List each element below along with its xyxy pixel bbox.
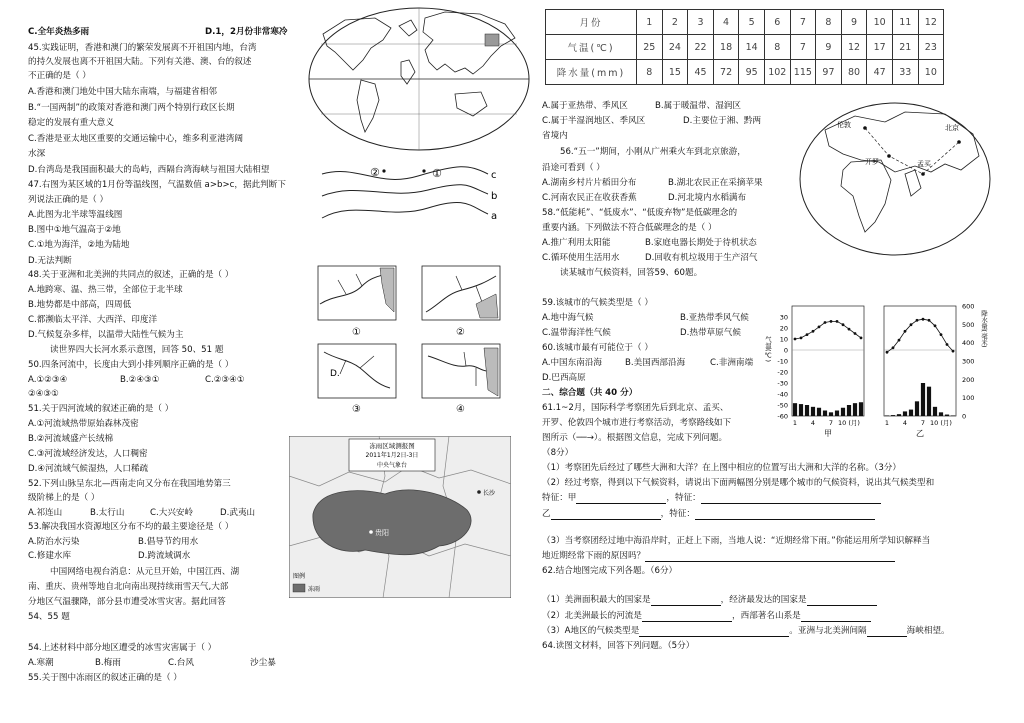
q61-answer-jia — [542, 493, 881, 504]
river-2 — [422, 266, 500, 320]
q61-line: 图所示（──→）。根据图文信息，完成下列问题。 — [542, 433, 728, 443]
temperature-point — [800, 337, 803, 340]
table-cell: 11 — [892, 10, 918, 35]
q50-option-b: B.②④③① — [120, 375, 160, 385]
city-changsha: 长沙 — [483, 490, 496, 497]
temperature-point — [824, 321, 827, 324]
london-marker — [863, 126, 867, 130]
temp-tick-label: 30 — [779, 313, 788, 322]
q64-line: 64.读图文材料，回答下列问题。（5分） — [542, 641, 695, 651]
q44-option-d: D.1，2月份非常寒冷 — [205, 27, 288, 37]
river-label-2: ② — [456, 327, 465, 338]
q62-part-2 — [542, 611, 871, 622]
rain-tick-label: 500 — [962, 320, 975, 329]
q56-option-d: D.河北境内水稻满布 — [668, 193, 747, 203]
q50-option-d: ②④③① — [28, 389, 59, 399]
q52-option-d: D.武夷山 — [220, 508, 256, 518]
q62-part-2-text: （2）北美洲最长的河流是 — [542, 611, 642, 621]
table-cell: 12 — [918, 10, 944, 35]
route-globe-map — [795, 100, 995, 258]
q61-part-3: （3）当考察团经过地中海沿岸时，正赶上下雨，当地人说：“近期经常下雨。”你能运用所学知识解释当 — [542, 536, 931, 546]
temperature-point — [892, 346, 895, 349]
q53-line: 53.解决我国水资源地区分布不均的最主要途径是（ ） — [28, 522, 234, 532]
ice-map-title-1: 冻雨区域测报图 — [369, 442, 415, 450]
temp-tick-label: -20 — [777, 368, 788, 377]
table-cell: 2 — [662, 10, 688, 35]
temperature-point — [806, 333, 809, 336]
q52-line: 52.下列山脉呈东北—西南走向又分布在我国地势第三 — [28, 479, 231, 489]
table-cell: 3 — [688, 10, 714, 35]
x-tick-label: 4 — [810, 419, 816, 427]
temperature-point — [848, 328, 851, 331]
temp-tick-label: 0 — [783, 346, 788, 355]
q47-option-a: A.此图为北半球等温线图 — [28, 210, 123, 220]
answer-blank-q62-1a[interactable] — [651, 596, 721, 606]
table-cell: 4 — [713, 10, 739, 35]
q48-option-a: A.地跨寒、温、热三带，全部位于北半球 — [28, 285, 183, 295]
precip-bar — [829, 412, 833, 416]
isotherm-label-b: b — [491, 191, 498, 202]
q58-line: 58.“低能耗”、“低废水”、“低废弃物”是低碳理念的 — [542, 208, 738, 218]
q45-line: 45.实践证明，香港和澳门的繁荣发展离不开祖国内地，台湾 — [28, 43, 257, 53]
q62-part-1 — [542, 595, 877, 606]
temperature-point — [830, 320, 833, 323]
answer-label-feature: ，特征： — [666, 493, 701, 503]
q62-part-3-text-c: 海峡相望。 — [906, 626, 950, 636]
table-cell: 12 — [841, 35, 867, 60]
q45-option-a: A.香港和澳门地处中国大陆东南端，与福建省相邻 — [28, 87, 217, 97]
q55-line: 55.关于图中冻雨区的叙述正确的是（ ） — [28, 673, 182, 683]
q53-option-c: C.修建水库 — [28, 551, 72, 561]
chart-caption: 甲 — [824, 429, 832, 438]
river-letter-d: D. — [330, 369, 340, 379]
city-mumbai: 孟买 — [917, 160, 931, 168]
rain-axis-title: 降水量(毫米) — [980, 310, 988, 348]
q55-option-b: B.属于暖温带、湿润区 — [655, 101, 741, 111]
city-cairo: 开罗 — [865, 158, 879, 166]
table-cell: 7 — [790, 35, 816, 60]
temperature-point — [928, 319, 931, 322]
q47-option-d: D.无法判断 — [28, 256, 72, 266]
temperature-point — [910, 323, 913, 326]
x-tick-label: 10 (月) — [930, 419, 952, 427]
temperature-point — [812, 330, 815, 333]
q48-option-d: D.气候复杂多样，以温带大陆性气候为主 — [28, 330, 184, 340]
precip-bar — [805, 405, 809, 416]
table-cell: 45 — [688, 60, 714, 85]
temperature-point — [794, 338, 797, 341]
precip-bar — [823, 411, 827, 417]
answer-blank-q62-3b[interactable] — [867, 627, 907, 637]
q55-option-d: D.主要位于湘、黔两 — [683, 116, 762, 126]
temp-axis-title: 气温(℃) — [764, 336, 772, 363]
temperature-point — [940, 333, 943, 336]
x-tick-label: 7 — [920, 419, 926, 427]
answer-blank-q62-3a[interactable] — [639, 627, 789, 637]
q61-line: 开罗、伦敦四个城市进行考察活动，考察路线如下 — [542, 418, 732, 428]
answer-label-yi: 乙 — [542, 509, 551, 519]
q52-option-a: A.祁连山 — [28, 508, 63, 518]
isotherm-label-1: ① — [432, 167, 442, 180]
intro-50-51: 读世界四大长河水系示意图，回答 50、51 题 — [50, 345, 224, 355]
q62-part-1-text: （1）美洲面积最大的国家是 — [542, 595, 651, 605]
river-label-4: ④ — [456, 404, 465, 415]
temperature-point — [886, 351, 889, 354]
legend-label: 图例 — [293, 573, 306, 580]
precip-bar — [933, 407, 937, 416]
q61-part-3-text: 地近期经常下雨的原因吗？ — [542, 551, 646, 561]
precip-bar — [885, 415, 889, 416]
q53-option-d: D.跨流域调水 — [138, 551, 191, 561]
q50-option-c: C.②③④① — [205, 375, 245, 385]
q61-part-1: （1）考察团先后经过了哪些大洲和大洋？在上图中相应的位置写出大洲和大洋的名称。（3分） — [542, 463, 901, 473]
isotherm-label-c: c — [491, 170, 497, 181]
temp-tick-label: 10 — [779, 335, 788, 344]
river-label-1: ① — [352, 327, 361, 338]
passage-54-line: 分地区气温骤降，部分县市遭受冰雪灾害。据此回答 — [28, 597, 226, 607]
passage-54-line: 中国网络电视台消息：从元旦开始，中国江西、湖 — [50, 567, 240, 577]
table-cell: 5 — [739, 10, 765, 35]
temperature-point — [934, 324, 937, 327]
q45-option-c-cont: 水深 — [28, 149, 46, 159]
chart-caption: 乙 — [916, 429, 924, 438]
table-cell: 72 — [713, 60, 739, 85]
table-cell: 17 — [867, 35, 893, 60]
city-london: 伦敦 — [837, 121, 851, 129]
ice-map-title-3: 中央气象台 — [376, 462, 408, 469]
table-cell: 14 — [739, 35, 765, 60]
q50-option-a: A.①②③④ — [28, 375, 68, 385]
table-cell: 9 — [816, 35, 842, 60]
rain-tick-label: 600 — [962, 302, 975, 311]
rain-tick-label: 400 — [962, 339, 975, 348]
precip-bar — [951, 415, 955, 416]
isotherm-label-a: a — [491, 211, 498, 222]
q48-option-b: B.地势都是中部高，四周低 — [28, 300, 132, 310]
answer-blank-jia-city[interactable] — [576, 494, 666, 504]
temperature-point — [952, 350, 955, 353]
answer-blank-q62-1b[interactable] — [807, 596, 877, 606]
table-cell: 33 — [892, 60, 918, 85]
table-cell: 115 — [790, 60, 816, 85]
answer-blank-yi-city[interactable] — [551, 510, 661, 520]
q54-option-d: 沙尘暴 — [250, 658, 276, 668]
q47-line: 47.右图为某区域的1月份等温线图，气温数值 a>b>c，据此判断下 — [28, 180, 286, 190]
q48-option-c: C.都濒临太平洋、大西洋、印度洋 — [28, 315, 158, 325]
q53-option-a: A.防治水污染 — [28, 537, 80, 547]
temperature-point — [836, 320, 839, 323]
river-systems-figure — [316, 264, 512, 416]
q58-option-b: B.家庭电器长期处于待机状态 — [645, 238, 757, 248]
q56-line: 沿途可看到（ ） — [542, 163, 605, 173]
table-cell: 47 — [867, 60, 893, 85]
climate-table — [545, 9, 944, 85]
precip-bar — [793, 403, 797, 416]
section-2-heading: 二、综合题（共 40 分） — [542, 388, 638, 398]
q54-option-a: A.寒潮 — [28, 658, 54, 668]
precip-bar — [927, 387, 931, 416]
q53-option-b: B.倡导节约用水 — [138, 537, 199, 547]
q61-answer-yi — [542, 509, 875, 520]
q56-option-c: C.河南农民正在收获香蕉 — [542, 193, 637, 203]
precip-bar — [841, 408, 845, 416]
q60-option-d: D.巴西高原 — [542, 373, 586, 383]
q48-line: 48.关于亚洲和北美洲的共同点的叙述，正确的是（ ） — [28, 270, 234, 280]
q52-line: 级阶梯上的是（ ） — [28, 493, 100, 503]
answer-blank-q62-2a[interactable] — [642, 612, 732, 622]
q52-option-b: B.太行山 — [90, 508, 125, 518]
x-tick-label: 4 — [902, 419, 908, 427]
precip-bar — [847, 405, 851, 416]
table-cell: 9 — [841, 10, 867, 35]
table-cell: 23 — [918, 35, 944, 60]
table-cell: 10 — [867, 10, 893, 35]
q59-option-a: A.地中海气候 — [542, 313, 594, 323]
rain-tick-label: 300 — [962, 357, 975, 366]
q55-option-a: A.属于亚热带、季风区 — [542, 101, 628, 111]
passage-54-line: 54、55 题 — [28, 612, 70, 622]
q60-option-a: A.中国东南沿海 — [542, 358, 603, 368]
answer-blank-yi-feature[interactable] — [695, 510, 875, 520]
table-row-temp — [546, 35, 944, 60]
climate-chart-yi — [884, 306, 956, 438]
q59-line: 59.该城市的气候类型是（ ） — [542, 298, 653, 308]
temp-tick-label: 20 — [779, 324, 788, 333]
q51-option-a: A.①河流域热带原始森林茂密 — [28, 419, 139, 429]
answer-blank-q61-3[interactable] — [645, 552, 895, 562]
temp-tick-label: -40 — [777, 390, 788, 399]
x-tick-label: 1 — [792, 419, 798, 427]
q58-option-a: A.推广利用太阳能 — [542, 238, 611, 248]
q62-part-2-text-b: ，西部著名山系是 — [732, 611, 801, 621]
answer-blank-jia-feature[interactable] — [701, 494, 881, 504]
table-cell: 24 — [662, 35, 688, 60]
table-cell: 10 — [918, 60, 944, 85]
q62-part-3-text-b: 。亚洲与北美洲间隔 — [789, 626, 867, 636]
temperature-point — [922, 318, 925, 321]
q47-option-b: B.图中①地气温高于②地 — [28, 225, 121, 235]
table-cell: 8 — [764, 35, 790, 60]
temp-tick-label: -50 — [777, 401, 788, 410]
precip-bar — [915, 401, 919, 416]
row-header-temp: 气温(℃) — [546, 35, 637, 60]
q62-part-3-text: （3）A地区的气候类型是 — [542, 626, 640, 636]
table-row-rain — [546, 60, 944, 85]
q45-option-b-cont: 稳定的发展有重大意义 — [28, 118, 114, 128]
q62-part-1-text-b: ，经济最发达的国家是 — [720, 595, 807, 605]
q58-option-c: C.循环使用生活用水 — [542, 253, 620, 263]
q55-option-c: C.属于半湿润地区、季风区 — [542, 116, 646, 126]
temperature-point — [854, 332, 857, 335]
q59-option-b: B.亚热带季风气候 — [680, 313, 749, 323]
legend-item: 冻雨 — [308, 586, 321, 593]
changsha-marker — [477, 490, 481, 494]
q45-line: 的持久发展也离不开祖国大陆。下列有关港、澳、台的叙述 — [28, 57, 252, 67]
q56-option-a: A.湖南乡村片片稻田分布 — [542, 178, 637, 188]
table-cell: 21 — [892, 35, 918, 60]
table-cell: 1 — [637, 10, 663, 35]
q60-option-b: B.美国西部沿海 — [625, 358, 686, 368]
table-cell: 18 — [713, 35, 739, 60]
point-1-marker — [422, 169, 425, 172]
table-cell: 15 — [662, 60, 688, 85]
passage-54-line: 南、重庆、贵州等地自北向南出现持续雨雪天气,大部 — [28, 582, 229, 592]
point-2-marker — [382, 169, 385, 172]
table-row-month — [546, 10, 944, 35]
q47-line: 列说法正确的是（ ） — [28, 195, 109, 205]
temperature-point — [904, 330, 907, 333]
q54-option-b: B.梅雨 — [95, 658, 121, 668]
q58-line: 重要内涵。下列做法不符合低碳理念的是（ ） — [542, 223, 717, 233]
q54-option-c: C.台风 — [168, 658, 194, 668]
ice-map-title-2: 2011年1月2日-3日 — [365, 452, 419, 459]
row-header-month: 月份 — [546, 10, 637, 35]
x-tick-label: 10 (月) — [838, 419, 860, 427]
cairo-marker — [887, 154, 891, 158]
q60-line: 60.该城市最有可能位于（ ） — [542, 343, 653, 353]
precip-bar — [903, 411, 907, 416]
x-tick-label: 1 — [884, 419, 890, 427]
river-1 — [318, 266, 396, 320]
rain-tick-label: 0 — [962, 412, 967, 421]
table-cell: 6 — [764, 10, 790, 35]
table-cell: 95 — [739, 60, 765, 85]
world-map — [305, 4, 533, 154]
q44-option-c: C.全年炎热多雨 — [28, 27, 90, 37]
q47-option-c: C.①地为海洋，②地为陆地 — [28, 240, 130, 250]
precip-bar — [817, 408, 821, 416]
q45-option-d: D.台湾岛是我国面积最大的岛屿，西隔台湾海峡与祖国大陆相望 — [28, 165, 270, 175]
q60-option-c: C.非洲南端 — [710, 358, 754, 368]
answer-label-feature: ，特征： — [660, 509, 695, 519]
q61-part-2: （2）经过考察，得到以下气候资料，请说出下面两幅图分别是哪个城市的气候资料，说出其气候类型和 — [542, 478, 935, 488]
river-4 — [422, 344, 500, 398]
climate-chart-jia — [792, 306, 864, 438]
temperature-point — [818, 326, 821, 329]
q51-line: 51.关于四河流域的叙述正确的是（ ） — [28, 404, 174, 414]
table-cell: 22 — [688, 35, 714, 60]
q61-line: 61.1~2月，国际科学考察团先后到北京、孟买、 — [542, 403, 729, 413]
precip-bar — [939, 412, 943, 416]
rain-tick-label: 200 — [962, 375, 975, 384]
answer-label-jia: 特征：甲 — [542, 493, 577, 503]
q62-line: 62.结合地图完成下列各题。（6分） — [542, 566, 678, 576]
climate-charts — [762, 296, 996, 446]
river-label-3: ③ — [352, 404, 361, 415]
intro-59-60: 读某城市气候资料，回答59、60题。 — [560, 268, 703, 278]
legend-swatch — [293, 584, 305, 592]
temperature-point — [842, 323, 845, 326]
table-cell: 25 — [637, 35, 663, 60]
q61-part-3-cont — [542, 551, 895, 562]
row-header-rain: 降水量(mm) — [546, 60, 637, 85]
plot-frame — [792, 306, 864, 416]
q56-option-b: B.湖北农民正在采摘苹果 — [668, 178, 763, 188]
precip-bar — [921, 383, 925, 416]
table-cell: 8 — [637, 60, 663, 85]
precip-bar — [835, 411, 839, 417]
precip-bar — [897, 414, 901, 416]
q56-line: 56.“五一”期间，小刚从广州乘火车到北京旅游， — [560, 147, 746, 157]
temperature-point — [860, 337, 863, 340]
q58-option-d: D.回收有机垃圾用于生产沼气 — [645, 253, 758, 263]
q52-option-c: C.大兴安岭 — [150, 508, 194, 518]
q59-option-c: C.温带海洋性气候 — [542, 328, 611, 338]
precip-bar — [945, 415, 949, 416]
temp-tick-label: -10 — [777, 357, 788, 366]
freezing-rain-map — [289, 436, 511, 598]
temp-tick-label: -30 — [777, 379, 788, 388]
precip-bar — [891, 415, 895, 416]
mumbai-marker — [921, 172, 925, 176]
precip-bar — [853, 403, 857, 416]
x-tick-label: 7 — [828, 419, 834, 427]
temperature-point — [898, 339, 901, 342]
q45-option-b: B.“一国两制”的政策对香港和澳门两个特别行政区长期 — [28, 103, 235, 113]
q54-line: 54.上述材料中部分地区遭受的冰雪灾害属于（ ） — [28, 643, 217, 653]
q51-option-b: B.②河流域盛产长绒棉 — [28, 434, 114, 444]
q59-option-d: D.热带草原气候 — [680, 328, 741, 338]
q61-score: （8分） — [542, 448, 574, 458]
q50-line: 50.四条河流中，长度由大到小排列顺序正确的是（ ） — [28, 360, 234, 370]
city-beijing: 北京 — [945, 124, 959, 132]
temp-tick-label: -60 — [777, 412, 788, 421]
city-guiyang: 贵阳 — [375, 529, 389, 537]
isotherm-label-2: ② — [370, 166, 380, 179]
answer-blank-q62-2b[interactable] — [801, 612, 871, 622]
precip-bar — [859, 402, 863, 416]
temperature-point — [916, 319, 919, 322]
rain-tick-label: 100 — [962, 394, 975, 403]
table-cell: 97 — [816, 60, 842, 85]
plot-frame — [884, 306, 956, 416]
table-cell: 102 — [764, 60, 790, 85]
guiyang-marker — [369, 530, 373, 534]
precip-bar — [799, 404, 803, 416]
precip-bar — [909, 410, 913, 416]
q51-option-d: D.④河流域气候湿热，人口稀疏 — [28, 464, 149, 474]
precip-bar — [811, 407, 815, 416]
beijing-marker — [957, 140, 961, 144]
temperature-point — [946, 343, 949, 346]
table-cell: 8 — [816, 10, 842, 35]
q45-line: 不正确的是（ ） — [28, 71, 91, 81]
table-cell: 7 — [790, 10, 816, 35]
q55-option-d-cont: 省境内 — [542, 131, 568, 141]
q62-part-3 — [542, 626, 950, 637]
isotherm-figure — [318, 160, 500, 242]
q51-option-c: C.③河流域经济发达，人口稠密 — [28, 449, 148, 459]
table-cell: 80 — [841, 60, 867, 85]
q45-option-c: C.香港是亚太地区重要的交通运输中心，维多利亚港湾阔 — [28, 134, 243, 144]
